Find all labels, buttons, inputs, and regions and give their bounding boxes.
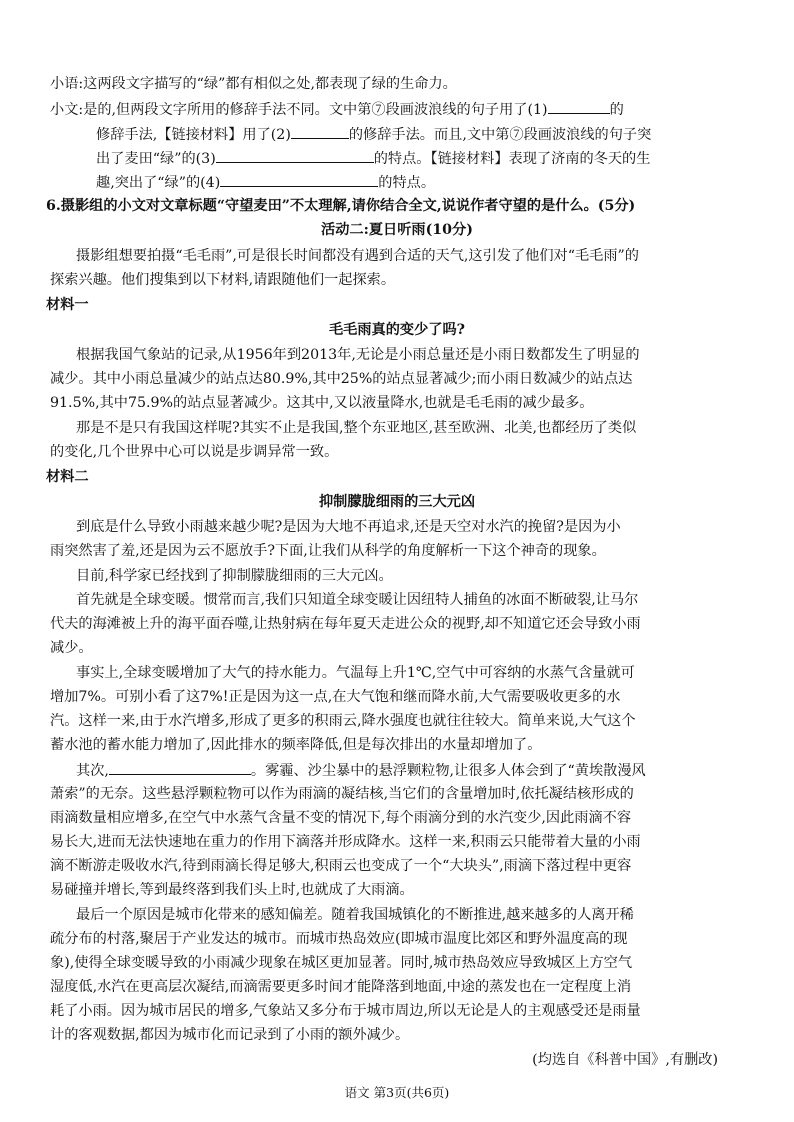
material-2-line: 计的客观数据,都因为城市化而记录到了小雨的额外减少。 [50,1027,410,1043]
answer-blank-material-2[interactable] [109,760,251,775]
material-1-title: 毛毛雨真的变少了吗? [328,322,465,338]
material-2-line: 耗了小雨。因为城市居民的增多,气象站又多分布于城市周边,所以无论是人的主观感受还是雨量 [50,1003,641,1019]
material-2-second-reason [76,760,646,781]
answer-blank-3[interactable] [216,148,374,163]
material-2-line: 萧索”的无奈。这些悬浮颗粒物可以作为雨滴的凝结核,当它们的含量增加时,依托凝结核形成的 [50,786,634,802]
material-2-line: 首先就是全球变暖。惯常而言,我们只知道全球变暖让因纽特人捕鱼的冰面不断破裂,让马尔 [76,592,639,608]
dialogue-xiaowen-line-2 [96,124,651,145]
material-1-line: 的变化,几个世界中心可以说是步调异常一致。 [50,444,339,460]
material-2-line: 减少。 [50,640,93,656]
answer-blank-1[interactable] [548,99,610,114]
material-2-line: 易碰撞并增长,等到最终落到我们头上时,也就成了大雨滴。 [50,882,414,898]
material-1-line: 根据我国气象站的记录,从1956年到2013年,无论是小雨总量还是小雨日数都发生了明显的 [76,347,640,363]
material-2-line: 疏分布的村落,聚居于产业发达的城市。而城市热岛效应(即城市温度比郊区和野外温度高的现 [50,931,628,947]
page-footer: 语文 第3页(共6页) [344,1085,450,1100]
source-note: (均选自《科普中国》,有删改) [532,1052,718,1068]
material-1-label: 材料一 [46,297,89,313]
dialogue-xiaoyu: 小语:这两段文字描写的“绿”都有相似之处,都表现了绿的生命力。 [50,76,457,92]
material-2-line: 到底是什么导致小雨越来越少呢?是因为大地不再追求,还是天空对水汽的挽留?是因为小 [76,519,621,535]
material-2-line: 事实上,全球变暖增加了大气的持水能力。气温每上升1℃,空气中可容纳的水蒸气含量就可 [76,665,635,681]
dialogue-xiaowen-line-1 [50,99,624,120]
dialogue-xiaowen-line-4 [96,172,435,193]
answer-blank-2[interactable] [291,124,349,139]
material-2-title: 抑制朦胧细雨的三大元凶 [318,494,476,510]
text-segment: 的 [609,102,624,118]
material-2-line: 代夫的海滩被上升的海平面吞噬,让热射病在每年夏天走进公众的视野,却不知道它还会导致小雨 [50,616,641,632]
answer-blank-4[interactable] [220,172,378,187]
activity-2-intro-line-1: 摄影组想要拍摄“毛毛雨”,可是很长时间都没有遇到合适的天气,这引发了他们对“毛毛雨”的 [76,248,639,264]
text-segment: 的特点。【链接材料】表现了济南的冬天的生 [373,151,651,167]
text-segment: 出了麦田“绿”的(3) [96,151,216,167]
material-2-line: 滴不断游走吸收水汽,待到雨滴长得足够大,积雨云也变成了一个“大块头”,雨滴下落过程中更容 [50,858,632,874]
text-segment: 的特点。 [378,175,436,191]
text-segment: 修辞手法,【链接材料】用了(2) [96,127,291,143]
text-segment: 小文:是的,但两段文字所用的修辞手法不同。文中第⑦段画波浪线的句子用了(1) [50,102,548,118]
material-2-line: 湿度低,水汽在更高层次凝结,而滴需要更多时间才能降落到地面,中途的蒸发也在一定程度上消 [50,979,632,995]
question-6: 6.摄影组的小文对文章标题“守望麦田”不太理解,请你结合全文,说说作者守望的是什么。(5分) [46,198,636,214]
material-2-line: 汽。这样一来,由于水汽增多,形成了更多的积雨云,降水强度也就往往较大。简单来说,大气这个 [50,713,636,729]
material-1-line: 那是不是只有我国这样呢?其实不止是我国,整个东亚地区,甚至欧洲、北美,也都经历了类似 [76,420,637,436]
material-2-line: 雨滴数量相应增多,在空气中水蒸气含量不变的情况下,每个雨滴分到的水汽变少,因此雨滴不容 [50,810,632,826]
material-2-line: 象),使得全球变暖导致的小雨减少现象在城区更加显著。同时,城市热岛效应导致城区上方空气 [50,955,633,971]
text-segment: 的修辞手法。而且,文中第⑦段画波浪线的句子突 [348,127,652,143]
material-1-line: 91.5%,其中75.9%的站点显著减少。这其中,又以液量降水,也就是毛毛雨的减少最多。 [50,395,594,411]
material-2-line: 雨突然害了羞,还是因为云不愿放手?下面,让我们从科学的角度解析一下这个神奇的现象。 [50,543,606,559]
material-1-line: 减少。其中小雨总量减少的站点达80.9%,其中25%的站点显著减少;而小雨日数减少的站点达 [50,371,633,387]
material-2-line: 易长大,进而无法快速地在重力的作用下滴落并形成降水。这样一来,积雨云只能带着大量的小雨 [50,834,641,850]
material-2-line: 增加7%。可别小看了这7%!正是因为这一点,在大气饱和继而降水前,大气需要吸收更多的水 [50,689,621,705]
text-segment: 其次, [76,763,109,779]
text-segment: 趣,突出了“绿”的(4) [96,175,221,191]
text-segment: 。雾霾、沙尘暴中的悬浮颗粒物,让很多人体会到了“黄埃散漫风 [250,763,646,779]
material-2-line: 蓄水池的蓄水能力增加了,因此排水的频率降低,但是每次排出的水量却增加了。 [50,737,542,753]
activity-2-title: 活动二:夏日听雨(10分) [321,222,473,238]
activity-2-intro-line-2: 探索兴趣。他们搜集到以下材料,请跟随他们一起探索。 [50,272,396,288]
material-2-line: 最后一个原因是城市化带来的感知偏差。随着我国城镇化的不断推进,越来越多的人离开稀 [76,907,634,923]
dialogue-xiaowen-line-3 [96,148,650,169]
material-2-label: 材料二 [46,469,89,485]
material-2-line: 目前,科学家已经找到了抑制朦胧细雨的三大元凶。 [76,568,393,584]
